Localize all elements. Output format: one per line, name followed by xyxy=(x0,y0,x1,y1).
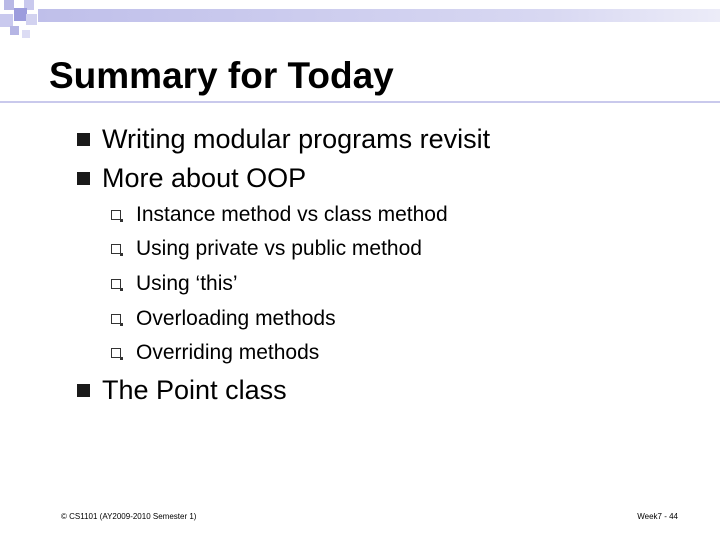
sub-bullet-marker xyxy=(111,348,121,358)
bullet-text: More about OOP xyxy=(102,163,307,193)
bullet-marker xyxy=(77,133,90,146)
sub-bullet-marker xyxy=(111,210,121,220)
sub-bullet-text: Overriding methods xyxy=(136,341,320,364)
sub-bullet-text: Using ‘this’ xyxy=(136,272,238,295)
deco-square xyxy=(0,14,13,27)
header-decoration xyxy=(0,0,720,50)
bullet-text: Writing modular programs revisit xyxy=(102,124,491,154)
footer-copyright: © CS1101 (AY2009-2010 Semester 1) xyxy=(61,512,197,521)
header-band xyxy=(38,9,720,22)
deco-square xyxy=(10,26,19,35)
sub-bullet-marker xyxy=(111,244,121,254)
bullet-marker xyxy=(77,384,90,397)
deco-square xyxy=(14,8,27,21)
deco-square xyxy=(4,0,14,10)
sub-bullet-text: Overloading methods xyxy=(136,307,336,330)
bullet-text: The Point class xyxy=(102,375,287,405)
footer-page-number: Week7 - 44 xyxy=(637,512,678,521)
sub-bullet-marker xyxy=(111,279,121,289)
sub-bullet-marker xyxy=(111,314,121,324)
deco-square xyxy=(22,30,30,38)
slide-title: Summary for Today xyxy=(49,55,394,96)
sub-bullet-text: Instance method vs class method xyxy=(136,203,448,226)
bullet-marker xyxy=(77,172,90,185)
deco-square xyxy=(26,14,37,25)
title-underline xyxy=(0,101,720,103)
sub-bullet-text: Using private vs public method xyxy=(136,237,422,260)
